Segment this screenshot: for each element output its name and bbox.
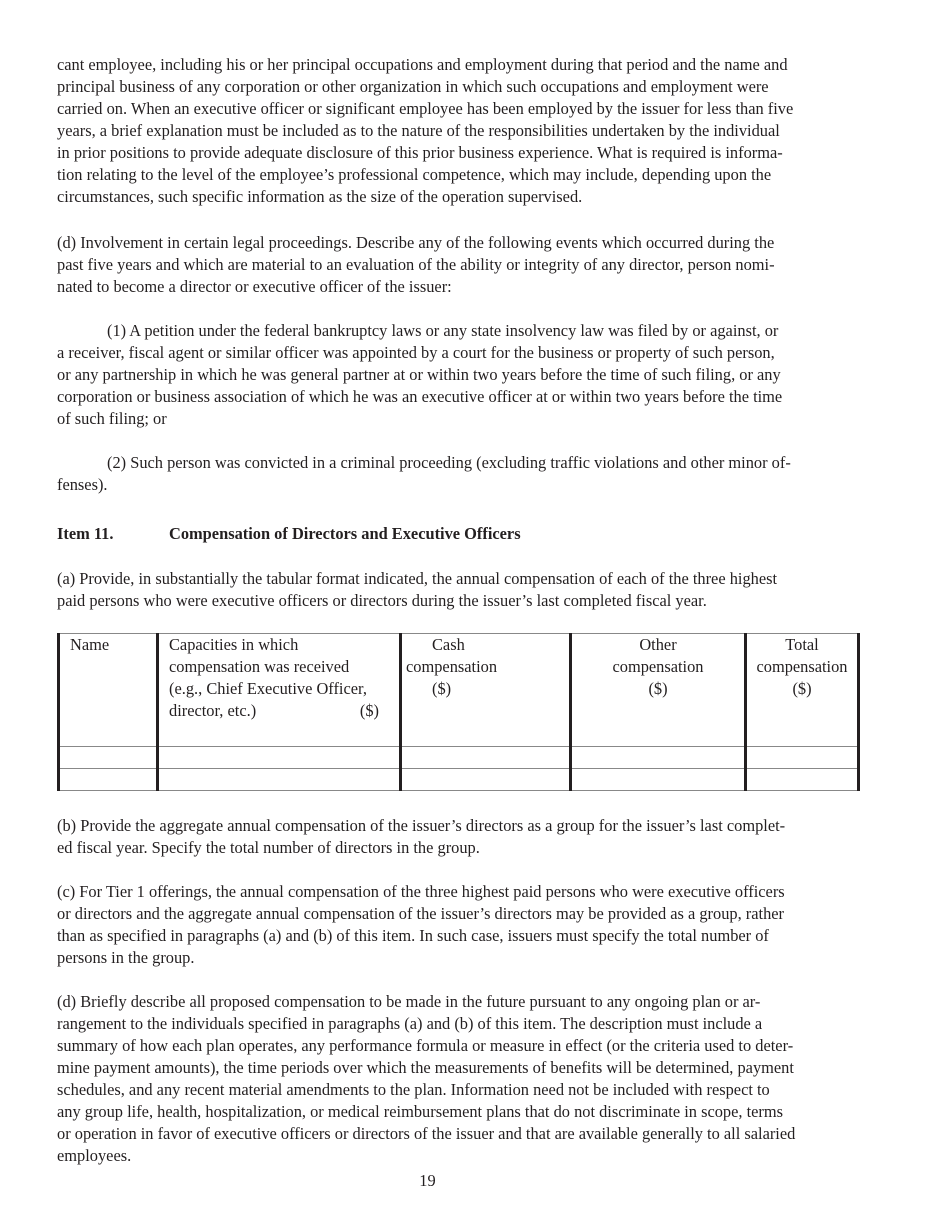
- text-line: rangement to the individuals specified in paragraphs (a) and (b) of this item. The description must include a: [57, 1014, 763, 1033]
- header-text: Total: [785, 635, 819, 654]
- text-line: or operation in favor of executive officers or directors of the issuer and that are available generally to all salaried: [57, 1124, 796, 1143]
- paragraph-c: [57, 881, 927, 969]
- header-cash: [401, 634, 571, 747]
- text-line: (1) A petition under the federal bankruptcy laws or any state insolvency law was filed by or against, or: [107, 321, 779, 340]
- header-text: ($): [359, 701, 379, 720]
- header-text: director, etc.): [169, 701, 257, 720]
- text-line: (2) Such person was convicted in a criminal proceeding (excluding traffic violations and other minor of-: [107, 453, 791, 472]
- text-line: of such filing; or: [57, 409, 167, 428]
- header-name: [59, 634, 158, 747]
- table-row: [59, 747, 859, 769]
- text-line: past five years and which are material to an evaluation of the ability or integrity of any director, person nomi-: [57, 255, 775, 274]
- text-line: mine payment amounts), the time periods over which the measurements of benefits will be determined, payment: [57, 1058, 794, 1077]
- text-line: principal business of any corporation or other organization in which such occupations and employment were: [57, 77, 769, 96]
- heading-title: Compensation of Directors and Executive Officers: [169, 524, 521, 543]
- text-line: (c) For Tier 1 offerings, the annual compensation of the three highest paid persons who were executive officers: [57, 882, 785, 901]
- table-cell: [571, 769, 746, 791]
- header-other: [571, 634, 746, 747]
- text-line: employees.: [57, 1146, 132, 1165]
- section-heading: [57, 523, 521, 545]
- paragraph-d-legal-proceedings: [57, 232, 927, 298]
- text-line: fenses).: [57, 475, 108, 494]
- table-cell: [158, 769, 401, 791]
- paragraph-b: [57, 815, 927, 859]
- header-text: ($): [792, 679, 812, 698]
- header-text: compensation: [756, 657, 848, 676]
- text-line: (d) Briefly describe all proposed compensation to be made in the future pursuant to any ongoing plan or ar-: [57, 992, 761, 1011]
- paragraph-item-2: [57, 452, 927, 496]
- text-line: persons in the group.: [57, 948, 195, 967]
- table-cell: [59, 747, 158, 769]
- table-cell: [746, 769, 859, 791]
- text-line: circumstances, such specific information as the size of the operation supervised.: [57, 187, 583, 206]
- table-row: [59, 769, 859, 791]
- paragraph-a: [57, 568, 927, 612]
- header-text: compensation: [406, 657, 498, 676]
- text-line: a receiver, fiscal agent or similar officer was appointed by a court for the business or property of such person,: [57, 343, 775, 362]
- table-cell: [746, 747, 859, 769]
- text-line: (b) Provide the aggregate annual compensation of the issuer’s directors as a group for the issuer’s last complet-: [57, 816, 786, 835]
- text-line: tion relating to the level of the employee’s professional competence, which may include, depending upon the: [57, 165, 772, 184]
- text-line: ed fiscal year. Specify the total number of directors in the group.: [57, 838, 480, 857]
- paragraph-intro: [57, 54, 927, 208]
- text-line: or any partnership in which he was general partner at or within two years before the time of such filing, or any: [57, 365, 781, 384]
- text-line: than as specified in paragraphs (a) and (b) of this item. In such case, issuers must specify the total number of: [57, 926, 769, 945]
- header-text: Capacities in which: [169, 635, 299, 654]
- header-text: (e.g., Chief Executive Officer,: [169, 679, 367, 698]
- header-text: compensation was received: [169, 657, 350, 676]
- header-total: [746, 634, 859, 747]
- text-line: or directors and the aggregate annual compensation of the issuer’s directors may be provided as a group, rather: [57, 904, 785, 923]
- paragraph-d-compensation: [57, 991, 927, 1167]
- text-line: carried on. When an executive officer or significant employee has been employed by the issuer for less than five: [57, 99, 794, 118]
- text-line: nated to become a director or executive officer of the issuer:: [57, 277, 452, 296]
- header-text: Cash: [432, 635, 465, 654]
- header-text: ($): [648, 679, 668, 698]
- heading-number: Item 11.: [57, 524, 114, 543]
- text-line: cant employee, including his or her principal occupations and employment during that period and the name and: [57, 55, 788, 74]
- table-cell: [401, 769, 571, 791]
- text-line: (a) Provide, in substantially the tabular format indicated, the annual compensation of each of the three highest: [57, 569, 778, 588]
- table-cell: [401, 747, 571, 769]
- table-header-row: [59, 634, 859, 747]
- text-line: any group life, health, hospitalization, or medical reimbursement plans that do not discriminate in scope, terms: [57, 1102, 784, 1121]
- paragraph-item-1: [57, 320, 927, 430]
- header-text: Name: [70, 635, 110, 654]
- header-text: ($): [432, 679, 452, 698]
- text-line: (d) Involvement in certain legal proceedings. Describe any of the following events which occurred during the: [57, 233, 775, 252]
- page-number: 19: [419, 1171, 436, 1190]
- text-line: in prior positions to provide adequate disclosure of this prior business experience. What is required is informa-: [57, 143, 783, 162]
- compensation-table: [57, 633, 860, 791]
- table-cell: [158, 747, 401, 769]
- table-cell: [571, 747, 746, 769]
- text-line: years, a brief explanation must be included as to the nature of the responsibilities undertaken by the individual: [57, 121, 780, 140]
- text-line: paid persons who were executive officers or directors during the issuer’s last completed fiscal year.: [57, 591, 707, 610]
- table-cell: [59, 769, 158, 791]
- text-line: schedules, and any recent material amendments to the plan. Information need not be included with respect to: [57, 1080, 770, 1099]
- text-line: summary of how each plan operates, any performance formula or measure in effect (or the criteria used to deter-: [57, 1036, 794, 1055]
- header-text: compensation: [612, 657, 704, 676]
- text-line: corporation or business association of which he was an executive officer at or within two years before the time: [57, 387, 783, 406]
- header-capacities: [158, 634, 401, 747]
- header-text: Other: [639, 635, 677, 654]
